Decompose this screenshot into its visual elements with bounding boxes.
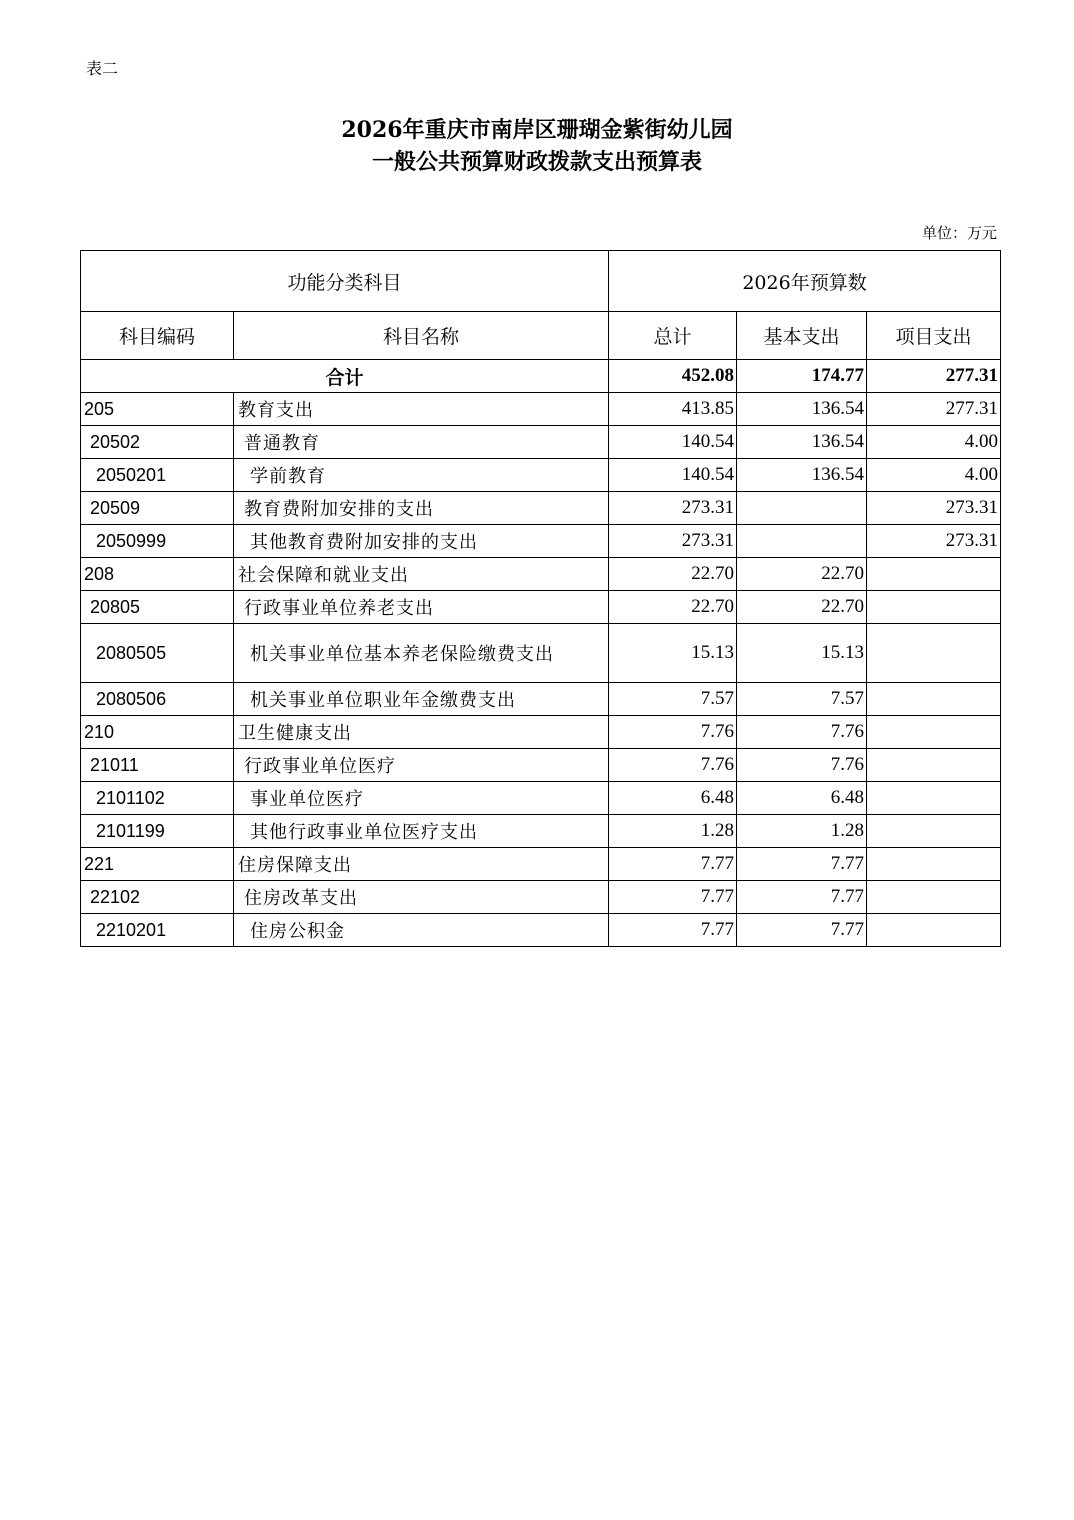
table-row bbox=[81, 749, 1001, 782]
row-project: 273.31 bbox=[867, 525, 1001, 558]
row-code: 20805 bbox=[81, 591, 234, 624]
page-label: 表二 bbox=[86, 59, 119, 78]
header-project: 项目支出 bbox=[867, 312, 1001, 360]
table-row bbox=[81, 393, 1001, 426]
header-row-2 bbox=[81, 312, 1001, 360]
total-total: 452.08 bbox=[609, 360, 737, 393]
row-project: 277.31 bbox=[867, 393, 1001, 426]
row-code: 2050999 bbox=[81, 525, 234, 558]
row-total: 7.77 bbox=[609, 914, 737, 947]
row-name: 卫生健康支出 bbox=[234, 716, 609, 749]
row-name: 机关事业单位职业年金缴费支出 bbox=[234, 683, 609, 716]
row-basic: 7.77 bbox=[737, 881, 867, 914]
table-row bbox=[81, 683, 1001, 716]
row-code: 2101199 bbox=[81, 815, 234, 848]
row-project: 4.00 bbox=[867, 459, 1001, 492]
page-title-line1: 2026年重庆市南岸区珊瑚金紫街幼儿园 bbox=[341, 117, 733, 143]
row-project bbox=[867, 591, 1001, 624]
row-total: 6.48 bbox=[609, 782, 737, 815]
row-basic: 7.76 bbox=[737, 749, 867, 782]
row-project bbox=[867, 558, 1001, 591]
row-code: 20502 bbox=[81, 426, 234, 459]
table-row bbox=[81, 591, 1001, 624]
row-total: 15.13 bbox=[609, 624, 737, 683]
row-name: 社会保障和就业支出 bbox=[234, 558, 609, 591]
table-row bbox=[81, 782, 1001, 815]
total-project: 277.31 bbox=[867, 360, 1001, 393]
row-name: 行政事业单位养老支出 bbox=[234, 591, 609, 624]
row-basic: 1.28 bbox=[737, 815, 867, 848]
total-basic: 174.77 bbox=[737, 360, 867, 393]
row-total: 7.77 bbox=[609, 848, 737, 881]
table-row bbox=[81, 492, 1001, 525]
table-row bbox=[81, 815, 1001, 848]
row-basic bbox=[737, 492, 867, 525]
row-project bbox=[867, 624, 1001, 683]
table-row bbox=[81, 558, 1001, 591]
row-name: 学前教育 bbox=[234, 459, 609, 492]
row-name: 事业单位医疗 bbox=[234, 782, 609, 815]
table-row bbox=[81, 525, 1001, 558]
row-basic: 136.54 bbox=[737, 426, 867, 459]
row-basic: 136.54 bbox=[737, 393, 867, 426]
row-project bbox=[867, 683, 1001, 716]
row-basic: 7.57 bbox=[737, 683, 867, 716]
row-basic bbox=[737, 525, 867, 558]
row-basic: 22.70 bbox=[737, 558, 867, 591]
table-row bbox=[81, 459, 1001, 492]
table-row bbox=[81, 426, 1001, 459]
row-code: 208 bbox=[81, 558, 234, 591]
row-code: 2080505 bbox=[81, 624, 234, 683]
row-basic: 22.70 bbox=[737, 591, 867, 624]
row-project: 273.31 bbox=[867, 492, 1001, 525]
total-row bbox=[81, 360, 1001, 393]
row-code: 2050201 bbox=[81, 459, 234, 492]
row-name: 住房改革支出 bbox=[234, 881, 609, 914]
header-functional-category: 功能分类科目 bbox=[81, 251, 609, 312]
row-basic: 7.76 bbox=[737, 716, 867, 749]
row-total: 22.70 bbox=[609, 591, 737, 624]
row-project bbox=[867, 914, 1001, 947]
row-name: 行政事业单位医疗 bbox=[234, 749, 609, 782]
row-basic: 136.54 bbox=[737, 459, 867, 492]
row-project: 4.00 bbox=[867, 426, 1001, 459]
header-budget-year: 2026年预算数 bbox=[609, 251, 1001, 312]
page-title-line2: 一般公共预算财政拨款支出预算表 bbox=[371, 149, 702, 175]
row-total: 413.85 bbox=[609, 393, 737, 426]
table-row bbox=[81, 848, 1001, 881]
row-basic: 15.13 bbox=[737, 624, 867, 683]
row-project bbox=[867, 716, 1001, 749]
row-total: 140.54 bbox=[609, 459, 737, 492]
row-name: 其他教育费附加安排的支出 bbox=[234, 525, 609, 558]
row-code: 205 bbox=[81, 393, 234, 426]
row-name: 其他行政事业单位医疗支出 bbox=[234, 815, 609, 848]
table-row bbox=[81, 624, 1001, 683]
unit-label: 单位：万元 bbox=[921, 224, 997, 242]
row-project bbox=[867, 815, 1001, 848]
header-basic: 基本支出 bbox=[737, 312, 867, 360]
header-total: 总计 bbox=[609, 312, 737, 360]
header-name: 科目名称 bbox=[234, 312, 609, 360]
row-total: 1.28 bbox=[609, 815, 737, 848]
header-code: 科目编码 bbox=[81, 312, 234, 360]
row-basic: 6.48 bbox=[737, 782, 867, 815]
row-code: 221 bbox=[81, 848, 234, 881]
row-basic: 7.77 bbox=[737, 848, 867, 881]
row-name: 住房保障支出 bbox=[234, 848, 609, 881]
row-project bbox=[867, 782, 1001, 815]
row-project bbox=[867, 749, 1001, 782]
table-row bbox=[81, 881, 1001, 914]
row-name: 教育费附加安排的支出 bbox=[234, 492, 609, 525]
row-code: 21011 bbox=[81, 749, 234, 782]
row-code: 2080506 bbox=[81, 683, 234, 716]
header-row-1 bbox=[81, 251, 1001, 312]
row-total: 140.54 bbox=[609, 426, 737, 459]
row-total: 7.77 bbox=[609, 881, 737, 914]
row-total: 22.70 bbox=[609, 558, 737, 591]
row-basic: 7.77 bbox=[737, 914, 867, 947]
row-total: 7.76 bbox=[609, 749, 737, 782]
row-total: 7.76 bbox=[609, 716, 737, 749]
row-total: 7.57 bbox=[609, 683, 737, 716]
row-name: 机关事业单位基本养老保险缴费支出 bbox=[234, 624, 609, 683]
table-row bbox=[81, 914, 1001, 947]
row-code: 22102 bbox=[81, 881, 234, 914]
row-total: 273.31 bbox=[609, 492, 737, 525]
row-name: 住房公积金 bbox=[234, 914, 609, 947]
row-name: 普通教育 bbox=[234, 426, 609, 459]
row-project bbox=[867, 848, 1001, 881]
row-code: 20509 bbox=[81, 492, 234, 525]
row-total: 273.31 bbox=[609, 525, 737, 558]
row-code: 2210201 bbox=[81, 914, 234, 947]
row-code: 210 bbox=[81, 716, 234, 749]
table-row bbox=[81, 716, 1001, 749]
total-label: 合计 bbox=[81, 360, 609, 393]
budget-table bbox=[80, 250, 1001, 947]
row-project bbox=[867, 881, 1001, 914]
row-code: 2101102 bbox=[81, 782, 234, 815]
row-name: 教育支出 bbox=[234, 393, 609, 426]
